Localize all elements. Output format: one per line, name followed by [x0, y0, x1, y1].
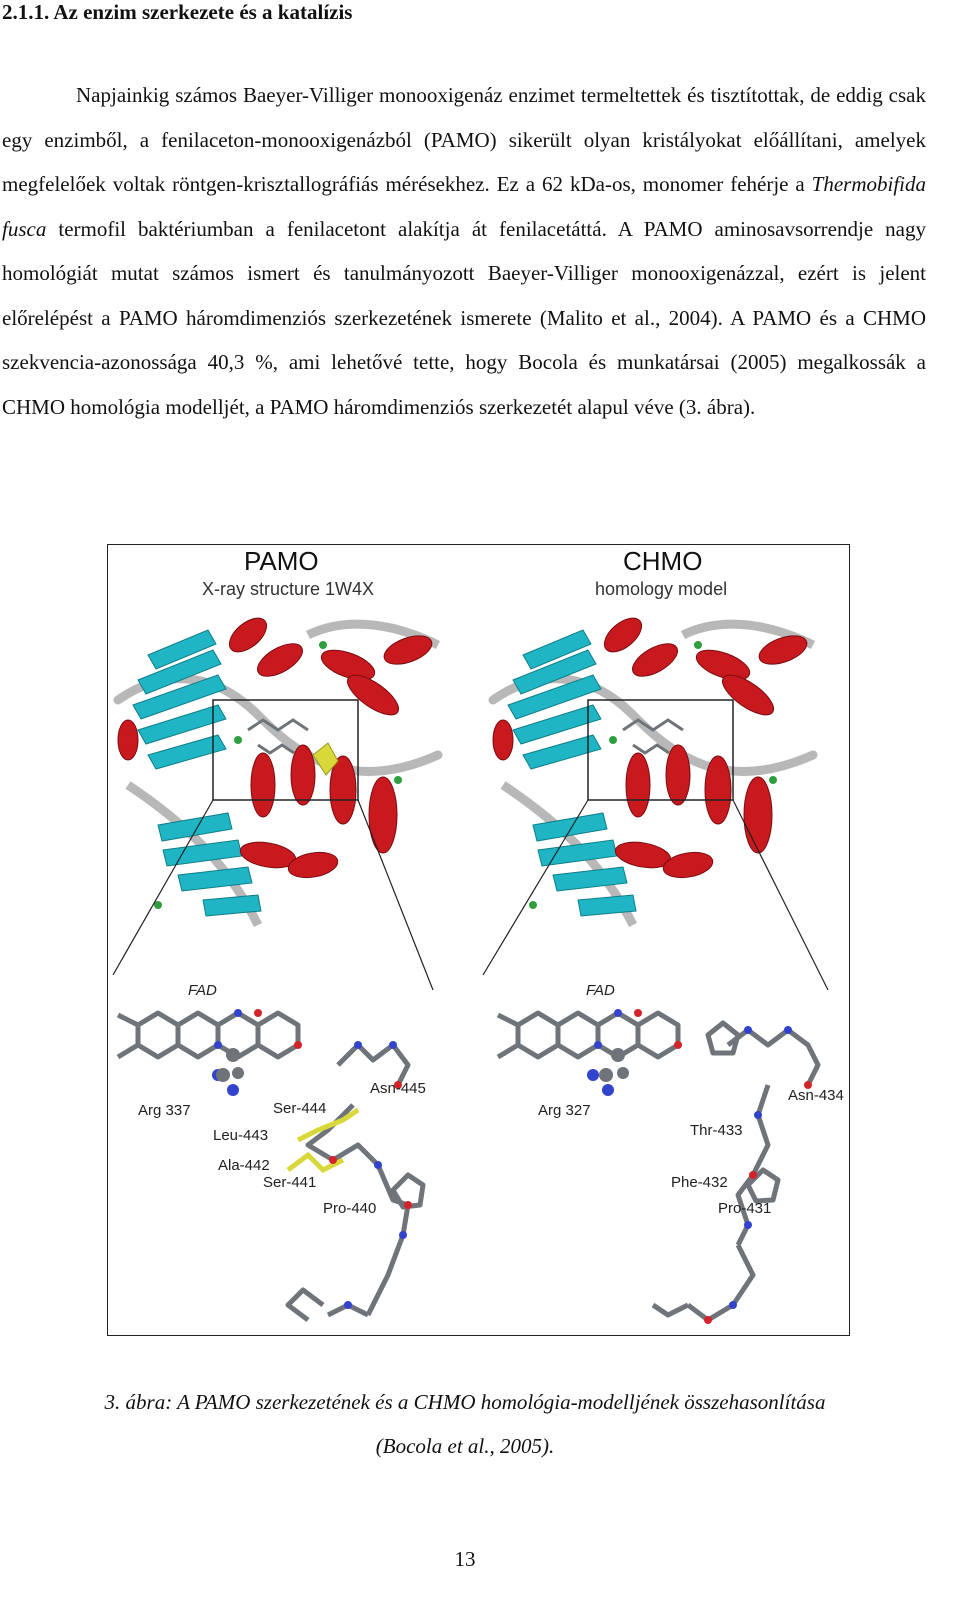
residue-phe-432: Phe-432: [671, 1174, 728, 1191]
residue-ser-444: Ser-444: [273, 1100, 327, 1117]
paragraph-text-2: termofil baktériumban a fenilacetont alakítja át fenilacetáttá. A PAMO aminosavsorrendje nagy homológiát mutat számos ismert és tanulmányozott Baeyer-Villiger monooxigenázzal, ezért is jelent előrelépést a PAMO háromdimenziós szerkezetének ismerete (Malito et al., 2004). A PAMO és a CHMO szekvencia-azonossága 40,3 %, ami lehetővé tette, hogy Bocola és munkatársai (2005) megalkossák a CHMO homológia modelljét, a PAMO háromdimenziós szerkezetét alapul véve (3. ábra).: [2, 216, 926, 419]
figure-caption: 3. ábra: A PAMO szerkezetének és a CHMO homológia-modelljének összehasonlítása: [104, 1390, 826, 1414]
chmo-title: CHMO: [623, 546, 703, 576]
chmo-fad-label: FAD: [586, 982, 615, 999]
species-name: Thermobifida fusca: [2, 172, 926, 241]
residue-ala-442: Ala-442: [218, 1157, 270, 1174]
residue-asn-434: Asn-434: [788, 1087, 844, 1104]
chmo-subtitle: homology model: [595, 579, 728, 599]
paragraph-text-1: Napjainkig számos Baeyer-Villiger monooxigenáz enzimet termeltettek és tisztítottak, de eddig csak egy enzimből, a fenilaceton-monooxigenázból (PAMO) sikerült olyan kristályokat előállítani, amelyek megfelelőek voltak röntgen-krisztallográfiás mérésekhez. Ez a 62 kDa-os, monomer fehérje a: [2, 83, 926, 196]
pamo-subtitle: X-ray structure 1W4X: [202, 579, 375, 599]
residue-arg-327: Arg 327: [538, 1102, 591, 1119]
page-number: 13: [454, 1547, 476, 1571]
pamo-title: PAMO: [244, 546, 319, 576]
chmo-zoom-line-right: [733, 800, 828, 990]
residue-arg-337: Arg 337: [138, 1102, 191, 1119]
residue-asn-445: Asn-445: [370, 1080, 426, 1097]
figure-caption-citation: (Bocola et al., 2005).: [375, 1434, 555, 1458]
pamo-ribbon-structure: [118, 612, 438, 925]
chmo-active-site: [498, 982, 844, 1324]
residue-leu-443: Leu-443: [213, 1127, 269, 1144]
residue-pro-431: Pro-431: [718, 1200, 772, 1217]
section-heading: 2.1.1. Az enzim szerkezete és a katalízis: [2, 0, 353, 24]
pamo-active-site: [118, 982, 426, 1320]
body-paragraph: [2, 73, 926, 429]
protein-structure-figure: [107, 544, 850, 1336]
residue-thr-433: Thr-433: [690, 1122, 743, 1139]
residue-pro-440: Pro-440: [323, 1200, 377, 1217]
residue-ser-441: Ser-441: [263, 1174, 317, 1191]
pamo-fad-label: FAD: [188, 982, 217, 999]
